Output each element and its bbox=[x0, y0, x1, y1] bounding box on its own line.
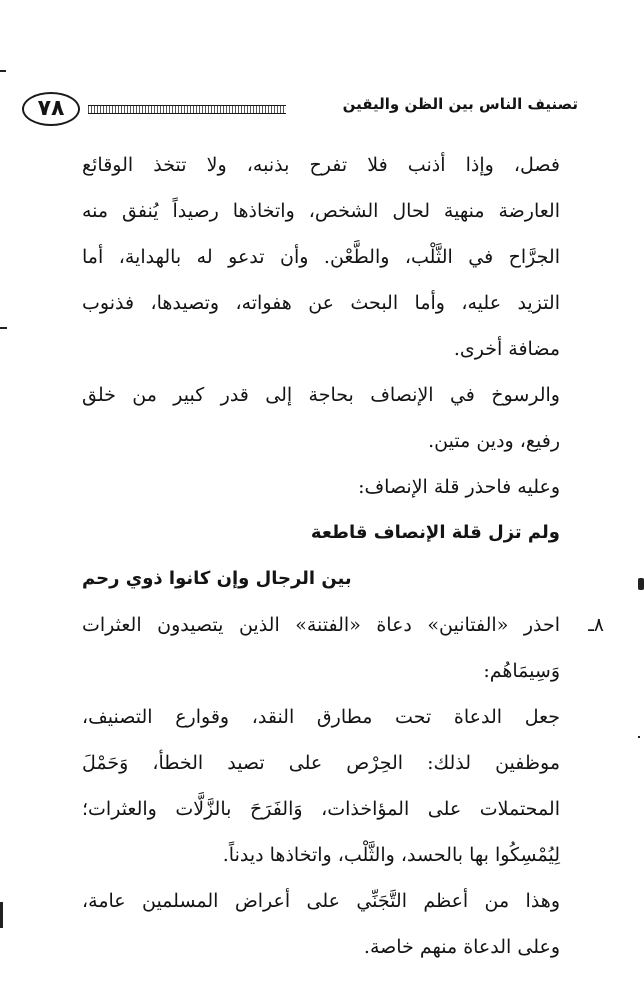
body-line: وَسِيمَاهُم: bbox=[483, 660, 560, 682]
page-number: ٧٨ bbox=[22, 92, 80, 126]
body-line: وعلى الدعاة منهم خاصة. bbox=[363, 936, 560, 958]
body-line: فصل، وإذا أذنب فلا تفرح بذنبه، ولا تتخذ الوقائع bbox=[82, 154, 560, 176]
body-line: التزيد عليه، وأما البحث عن هفواته، وتصيدها، فذنوب bbox=[82, 292, 560, 314]
scan-margin-mark bbox=[0, 70, 6, 72]
scan-margin-mark bbox=[0, 327, 7, 329]
page-body bbox=[82, 142, 604, 970]
scan-margin-mark bbox=[638, 578, 644, 590]
body-line: وعليه فاحذر قلة الإنصاف: bbox=[358, 476, 560, 498]
body-line: مضافة أخرى. bbox=[453, 338, 560, 360]
running-title: تصنيف الناس بين الظن واليقين bbox=[342, 95, 578, 113]
poem-verse-first-half: ولم تزل قلة الإنصاف قاطعة bbox=[310, 522, 560, 543]
body-line: موظفين لذلك: الحِرْص على تصيد الخطأ، وَحَمْلَ bbox=[82, 752, 560, 774]
item-number: ٨ـ bbox=[588, 614, 604, 636]
poem-verse-second-half: بين الرجال وإن كانوا ذوي رحم bbox=[82, 568, 352, 589]
body-line: رفيع، ودين متين. bbox=[428, 430, 560, 452]
header-divider bbox=[88, 105, 286, 114]
body-line: العارضة منهية لحال الشخص، واتخاذها رصيداً يُنفق منه bbox=[82, 200, 560, 222]
body-line: المحتملات على المؤاخذات، وَالفَرَحَ بالزَّلَّات والعثرات؛ bbox=[82, 798, 560, 820]
body-line: الجرَّاح في الثَّلْب، والطَّعْن. وأن تدعو له بالهداية، أما bbox=[82, 246, 560, 268]
body-line: وهذا من أعظم التَّجَنِّي على أعراض المسلمين عامة، bbox=[82, 890, 560, 912]
page-header bbox=[22, 92, 578, 132]
body-line: لِيُمْسِكُوا بها بالحسد، والثَّلْب، واتخاذها ديدناً. bbox=[222, 844, 560, 866]
body-line: والرسوخ في الإنصاف بحاجة إلى قدر كبير من خلق bbox=[82, 384, 560, 406]
item-text: احذر «الفتانين» دعاة «الفتنة» الذين يتصيدون العثرات bbox=[82, 614, 560, 636]
scan-margin-mark bbox=[638, 736, 640, 738]
scan-margin-mark bbox=[0, 902, 3, 928]
numbered-item-line bbox=[82, 602, 604, 648]
body-line: جعل الدعاة تحت مطارق النقد، وقوارع التصنيف، bbox=[82, 706, 560, 728]
